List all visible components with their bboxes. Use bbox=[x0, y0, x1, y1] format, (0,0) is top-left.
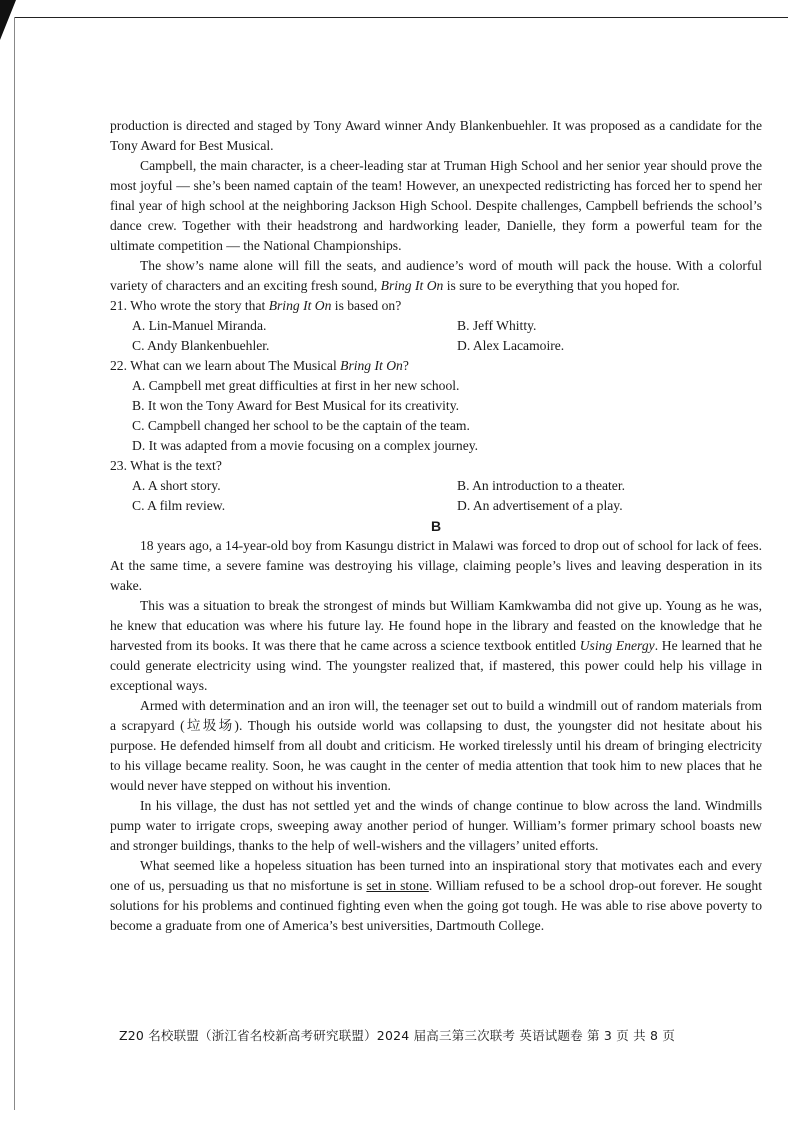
option-list bbox=[110, 316, 762, 356]
title-italic: Bring It On bbox=[340, 358, 403, 373]
left-border-line bbox=[14, 17, 15, 1110]
passage-b-paragraph-5 bbox=[110, 856, 762, 936]
title-italic: Bring It On bbox=[268, 298, 332, 313]
option-a: A. Campbell met great difficulties at first in her new school. bbox=[132, 378, 460, 393]
text-run: 22. What can we learn about The Musical bbox=[110, 358, 341, 373]
text-run: What seemed like a hopeless situation has been turned into an inspirational story that motivates each and every one of us, persuading us that no misfortune is bbox=[110, 858, 762, 893]
option-c: C. Campbell changed her school to be the captain of the team. bbox=[132, 418, 470, 433]
option-d: D. Alex Lacamoire. bbox=[457, 338, 565, 353]
section-heading-b: B bbox=[430, 518, 442, 534]
option-b: B. Jeff Whitty. bbox=[457, 318, 537, 333]
title-italic: Using Energy bbox=[579, 638, 655, 653]
option-b: B. An introduction to a theater. bbox=[457, 478, 626, 493]
title-italic: Bring It On bbox=[380, 278, 444, 293]
text-run: 23. What is the text? bbox=[110, 458, 222, 473]
text-run: is based on? bbox=[331, 298, 402, 313]
option-d: D. An advertisement of a play. bbox=[457, 498, 623, 513]
text-run: . William refused to be a school drop-out forever. He sought solutions for his problems and continued fighting even when the going got tough. He was able to rise above poverty to become a graduate from one of America’s best universities, Dartmouth College. bbox=[110, 878, 762, 933]
text-run: This was a situation to break the strongest of minds but William Kamkwamba did not give up. Young as he was, he knew that education was where his future lay. He found hope in the library and feasted on the knowledge that he harvested from its books. It was there that he came across a science textbook entitled bbox=[110, 598, 762, 653]
option-a: A. Lin-Manuel Miranda. bbox=[132, 318, 267, 333]
passage-a-paragraph-0: production is directed and staged by Tony Award winner Andy Blankenbuehler. It was proposed as a candidate for the Tony Award for Best Musical. bbox=[110, 118, 762, 153]
text-run: 21. Who wrote the story that bbox=[110, 298, 269, 313]
question-22 bbox=[110, 356, 762, 456]
top-border-line bbox=[14, 17, 788, 18]
option-c: C. A film review. bbox=[132, 498, 226, 513]
option-a: A. A short story. bbox=[132, 478, 221, 493]
text-run: is sure to be everything that you hoped for. bbox=[443, 278, 680, 293]
passage-b-paragraph-2 bbox=[110, 596, 762, 696]
exam-page bbox=[110, 116, 762, 936]
question-stem bbox=[110, 456, 762, 476]
underlined-phrase: set in stone bbox=[366, 878, 429, 893]
option-d: D. It was adapted from a movie focusing on a complex journey. bbox=[132, 438, 479, 453]
option-c: C. Andy Blankenbuehler. bbox=[132, 338, 270, 353]
passage-b-paragraph-1: 18 years ago, a 14-year-old boy from Kasungu district in Malawi was forced to drop out of school for lack of fees. At the same time, a severe famine was destroying his village, claiming people’s lives and leaving desperation in its wake. bbox=[110, 538, 762, 593]
question-stem bbox=[110, 356, 762, 376]
option-list bbox=[110, 476, 762, 516]
option-list bbox=[110, 376, 762, 456]
text-run: . He learned that he could generate electricity using wind. The youngster realized that, if mastered, this power could help his village in exceptional ways. bbox=[110, 638, 762, 693]
passage-b-paragraph-3: Armed with determination and an iron will, the teenager set out to build a windmill out of random materials from a scrapyard (垃圾场). Though his outside world was collapsing to dust, the youngster did not hesitate about his purpose. He defended himself from all doubt and criticism. He worked tirelessly until his dream of bringing electricity to his village became reality. Soon, he was caught in the center of media attention that took him to new places that he would never have stepped on without his invention. bbox=[110, 698, 762, 793]
question-stem bbox=[110, 296, 762, 316]
passage-b-paragraph-4: In his village, the dust has not settled yet and the winds of change continue to blow across the land. Windmills pump water to irrigate crops, sweeping away another period of hunger. William’s former primary school boasts new and stronger buildings, thanks to the help of well-wishers and the villagers’ united efforts. bbox=[110, 798, 762, 853]
question-23 bbox=[110, 456, 762, 516]
option-b: B. It won the Tony Award for Best Musical for its creativity. bbox=[132, 398, 460, 413]
question-21 bbox=[110, 296, 762, 356]
page-footer: Z20 名校联盟（浙江省名校新高考研究联盟）2024 届高三第三次联考 英语试题卷 第 3 页 共 8 页 bbox=[118, 1028, 676, 1043]
passage-a-paragraph-2 bbox=[110, 256, 762, 296]
text-run: ? bbox=[402, 358, 409, 373]
text-run: The show’s name alone will fill the seats, and audience’s word of mouth will pack the house. With a colorful variety of characters and an exciting fresh sound, bbox=[110, 258, 762, 293]
passage-a-paragraph-1: Campbell, the main character, is a cheer-leading star at Truman High School and her senior year should prove the most joyful — she’s been named captain of the team! However, an unexpected redistricting has forced her to spend her final year of high school at the neighboring Jackson High School. Despite challenges, Campbell befriends the school’s dance crew. Together with their headstrong and hardworking leader, Danielle, they form a powerful team for the ultimate competition — the National Championships. bbox=[110, 158, 762, 253]
